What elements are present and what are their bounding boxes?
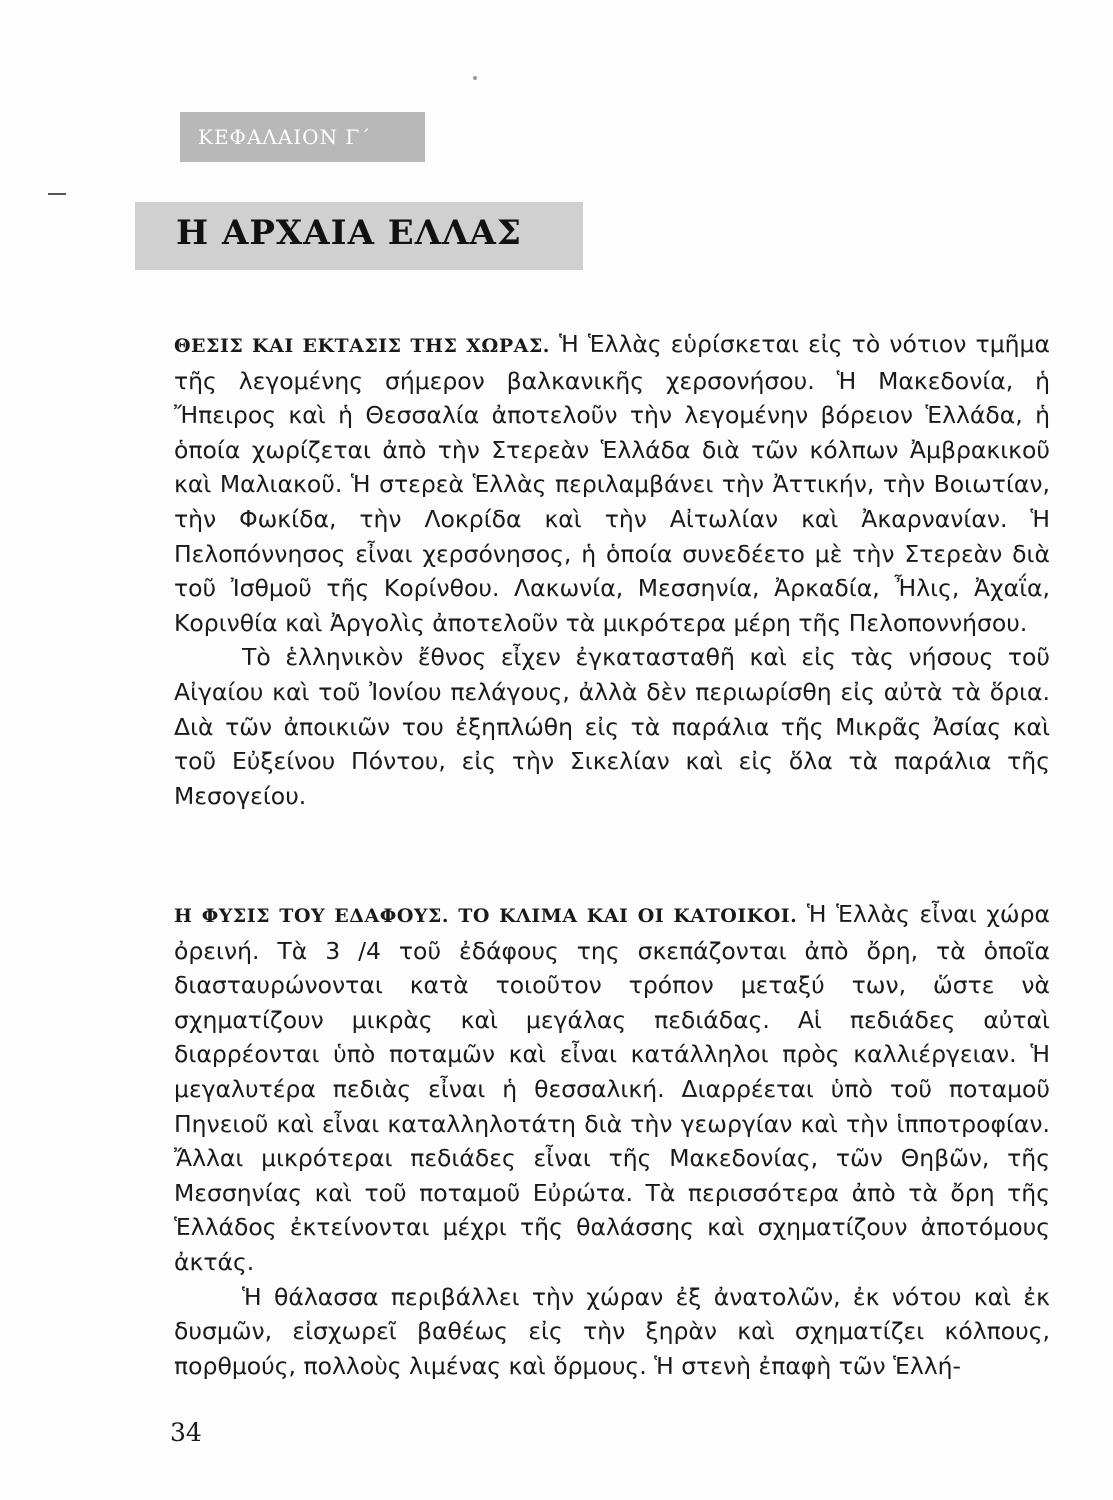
page-title: Η ΑΡΧΑΙΑ ΕΛΛΑΣ	[176, 213, 522, 253]
chapter-label: ΚΕΦΑΛΑΙΟΝ Γ΄	[180, 112, 425, 162]
section-terrain-para-2: Ἡ θάλασσα περιβάλλει τὴν χώραν ἐξ ἀνατολῶν, ἐκ νότου καὶ ἐκ δυσμῶν, εἰσχωρεῖ βαθέως εἰς τὴν ξηρὰν καὶ σχηματίζει κόλπους, πορθμούς, πολλοὺς λιμένας καὶ ὅρμους. Ἡ στενὴ ἐπαφὴ τῶν Ἑλλή-	[174, 1282, 1050, 1380]
page-number: 34	[170, 1418, 202, 1447]
section-geography-text-1: Ἡ Ἑλλὰς εὑρίσκεται εἰς τὸ νότιον τμῆμα τῆς λεγομένης σήμερον βαλκανικῆς χερσονήσου. Ἡ Μακεδονία, ἡ Ἤπειρος καὶ ἡ Θεσσαλία ἀποτελοῦν τὴν λεγομένην βόρειον Ἑλλάδα, ἡ ὁποία χωρίζεται ἀπὸ τὴν Στερεὰν Ἑλλάδα διὰ τῶν κόλπων Ἀμβρακικοῦ καὶ Μαλιακοῦ. Ἡ στερεὰ Ἑλλὰς περιλαμβάνει τὴν Ἀττικήν, τὴν Βοιωτίαν, τὴν Φωκίδα, τὴν Λοκρίδα καὶ τὴν Αἰτωλίαν καὶ Ἀκαρνανίαν. Ἡ Πελοπόννησος εἶναι χερσόνησος, ἡ ὁποία συνεδέετο μὲ τὴν Στερεὰν διὰ τοῦ Ἰσθμοῦ τῆς Κορίνθου. Λακωνία, Μεσσηνία, Ἀρκαδία, Ἦλις, Ἀχαΐα, Κορινθία καὶ Ἀργολὶς ἀποτελοῦν τὰ μικρότερα μέρη τῆς Πελοποννήσου.	[174, 330, 1050, 637]
section-terrain-heading: Η ΦΥΣΙΣ ΤΟΥ ΕΔΑΦΟΥΣ. ΤΟ ΚΛΙΜΑ ΚΑΙ ΟΙ ΚΑΤΟΙΚΟΙ.	[174, 905, 798, 927]
section-terrain-text-1: Ἡ Ἑλλὰς εἶναι χώρα ὀρεινή. Τὰ 3 /4 τοῦ ἐδάφους της σκεπάζονται ἀπὸ ὄρη, τὰ ὁποῖα διασταυρώνονται κατὰ τοιοῦτον τρόπον μεταξύ των, ὥστε νὰ σχηματίζουν μικρὰς καὶ μεγάλας πεδιάδας. Αἱ πεδιάδες αὐταὶ διαρρέονται ὑπὸ ποταμῶν καὶ εἶναι κατάλληλοι πρὸς καλλιέργειαν. Ἡ μεγαλυτέρα πεδιὰς εἶναι ἡ θεσσαλική. Διαρρέεται ὑπὸ τοῦ ποταμοῦ Πηνειοῦ καὶ εἶναι καταλληλοτάτη διὰ τὴν γεωργίαν καὶ τὴν ἱπποτροφίαν. Ἄλλαι μικρότεραι πεδιάδες εἶναι τῆς Μακεδονίας, τῶν Θηβῶν, τῆς Μεσσηνίας καὶ τοῦ ποταμοῦ Εὐρώτα. Τὰ περισσότερα ἀπὸ τὰ ὄρη τῆς Ἑλλάδος ἐκτείνονται μέχρι τῆς θαλάσσης καὶ σχηματίζουν ἀποτόμους ἀκτάς.	[174, 900, 1051, 1276]
section-geography	[174, 327, 1050, 813]
print-speck	[473, 76, 477, 80]
margin-dash	[48, 193, 66, 195]
section-geography-para-2: Τὸ ἑλληνικὸν ἔθνος εἶχεν ἐγκατασταθῆ καὶ εἰς τὰς νήσους τοῦ Αἰγαίου καὶ τοῦ Ἰονίου πελάγους, ἀλλὰ δὲν περιωρίσθη εἰς αὐτὰ τὰ ὅρια. Διὰ τῶν ἀποικιῶν του ἐξηπλώθη εἰς τὰ παράλια τῆς Μικρᾶς Ἀσίας καὶ τοῦ Εὐξείνου Πόντου, εἰς τὴν Σικελίαν καὶ εἰς ὅλα τὰ παράλια τῆς Μεσογείου.	[174, 643, 1050, 810]
section-geography-para-1	[174, 327, 1050, 640]
section-terrain	[174, 897, 1050, 1383]
section-geography-heading: ΘΕΣΙΣ ΚΑΙ ΕΚΤΑΣΙΣ ΤΗΣ ΧΩΡΑΣ.	[174, 335, 550, 357]
section-terrain-para-1	[174, 897, 1050, 1280]
